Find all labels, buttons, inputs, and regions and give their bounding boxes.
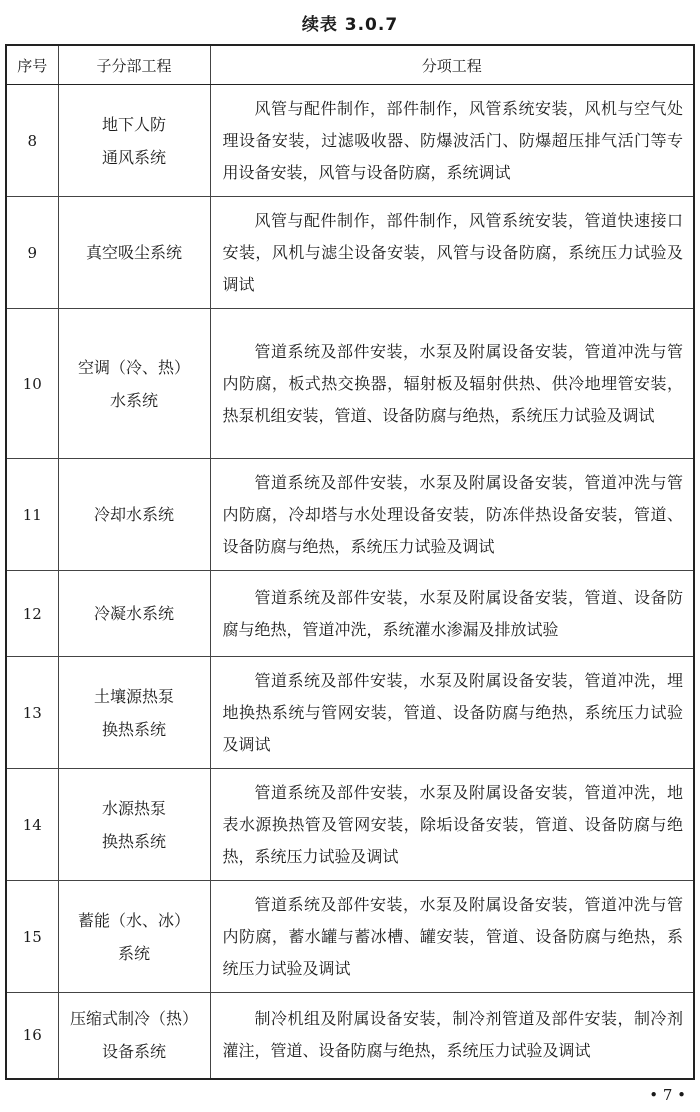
row-sub-division [58,197,210,309]
sub-items-text: 管道系统及部件安装，水泵及附属设备安装，管道冲洗，埋地换热系统与管网安装，管道、设备防腐与绝热，系统压力试验及调试 [222,670,683,754]
table-row [6,309,694,459]
table-row [6,197,694,309]
row-sub-division [58,459,210,571]
table-row [6,85,694,197]
row-sub-division [58,993,210,1079]
table-row [6,993,694,1079]
row-serial-number: 9 [6,197,58,309]
row-sub-items [210,881,694,993]
sub-division-line: 换热系统 [101,719,166,739]
sub-division-line: 水系统 [109,390,158,410]
sub-division-line: 土壤源热泵 [93,686,174,706]
header-sub-items: 分项工程 [210,45,694,85]
row-sub-items [210,197,694,309]
row-sub-items [210,769,694,881]
row-serial-number: 16 [6,993,58,1079]
row-serial-number: 14 [6,769,58,881]
row-sub-items [210,657,694,769]
sub-division-line: 空调（冷、热） [77,357,190,377]
sub-items-text: 管道系统及部件安装，水泵及附属设备安装，管道冲洗与管内防腐，冷却塔与水处理设备安装，防冻伴热设备安装，管道、设备防腐与绝热，系统压力试验及调试 [222,472,683,556]
sub-division-line: 地下人防 [101,114,166,134]
sub-division-line: 冷却水系统 [93,505,174,524]
page-number: • 7 • [649,1086,686,1104]
table-row [6,571,694,657]
row-sub-items [210,309,694,459]
sub-division-line: 换热系统 [101,831,166,851]
sub-items-text: 管道系统及部件安装，水泵及附属设备安装，管道冲洗，地表水源换热管及管网安装，除垢设备安装，管道、设备防腐与绝热，系统压力试验及调试 [222,782,683,866]
sub-items-text: 管道系统及部件安装，水泵及附属设备安装，管道冲洗与管内防腐，蓄水罐与蓄冰槽、罐安装，管道、设备防腐与绝热，系统压力试验及调试 [222,894,683,978]
table-title: 续表 3.0.7 [301,15,399,35]
sub-items-text: 管道系统及部件安装，水泵及附属设备安装，管道冲洗与管内防腐，板式热交换器，辐射板及辐射供热、供冷地埋管安装，热泵机组安装，管道、设备防腐与绝热，系统压力试验及调试 [222,341,683,425]
sub-division-line: 系统 [117,943,150,963]
sub-items-text: 风管与配件制作，部件制作，风管系统安装，风机与空气处理设备安装，过滤吸收器、防爆波活门、防爆超压排气活门等专用设备安装，风管与设备防腐，系统调试 [222,98,683,182]
row-sub-division [58,571,210,657]
row-serial-number: 8 [6,85,58,197]
row-serial-number: 12 [6,571,58,657]
row-sub-items [210,85,694,197]
row-serial-number: 10 [6,309,58,459]
sub-items-text: 制冷机组及附属设备安装，制冷剂管道及部件安装，制冷剂灌注，管道、设备防腐与绝热，系统压力试验及调试 [222,1009,683,1061]
sub-division-line: 真空吸尘系统 [85,243,182,262]
row-sub-division [58,309,210,459]
row-sub-items [210,571,694,657]
sub-division-line: 蓄能（水、冰） [77,910,190,930]
sub-division-line: 压缩式制冷（热） [69,1009,198,1029]
sub-division-line: 水源热泵 [101,798,166,818]
row-sub-items [210,993,694,1079]
table-row [6,769,694,881]
row-sub-division [58,881,210,993]
sub-division-line: 冷凝水系统 [93,604,174,623]
table-row [6,459,694,571]
sub-items-text: 管道系统及部件安装，水泵及附属设备安装，管道、设备防腐与绝热，管道冲洗，系统灌水渗漏及排放试验 [222,587,683,639]
sub-division-line: 设备系统 [101,1042,166,1062]
sub-division-line: 通风系统 [101,147,166,167]
row-serial-number: 11 [6,459,58,571]
row-sub-division [58,85,210,197]
table-row [6,881,694,993]
row-sub-division [58,769,210,881]
row-serial-number: 13 [6,657,58,769]
sub-division-table [5,44,695,1080]
row-sub-items [210,459,694,571]
table-row [6,657,694,769]
header-serial-number: 序号 [6,45,58,85]
row-serial-number: 15 [6,881,58,993]
row-sub-division [58,657,210,769]
header-sub-division: 子分部工程 [58,45,210,85]
header-row [6,45,694,85]
sub-items-text: 风管与配件制作，部件制作，风管系统安装，管道快速接口安装，风机与滤尘设备安装，风管与设备防腐，系统压力试验及调试 [222,210,683,294]
